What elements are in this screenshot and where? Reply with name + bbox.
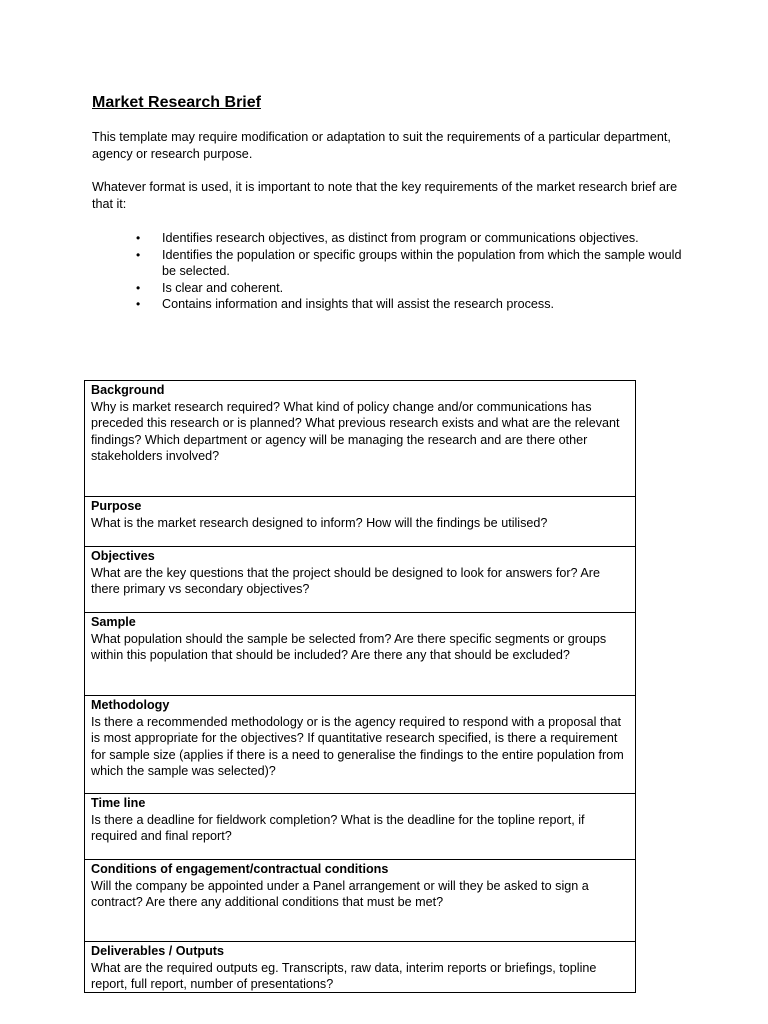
list-item-text: Identifies the population or specific groups within the population from which the sample would be selected.: [162, 247, 682, 278]
intro-paragraph-2: Whatever format is used, it is important to note that the key requirements of the market research brief are that it:: [92, 180, 678, 211]
bullet-icon: •: [136, 280, 141, 295]
section-heading: Purpose: [91, 499, 142, 513]
list-item: [92, 247, 682, 280]
section-methodology: [85, 696, 635, 794]
bullet-icon: •: [136, 231, 141, 245]
section-text: What are the required outputs eg. Transcripts, raw data, interim reports or briefings, topline report, full report, number of presentations?: [91, 960, 597, 991]
section-background: [85, 381, 635, 497]
section-time-line: [85, 794, 635, 860]
section-text: Why is market research required? What kind of policy change and/or communications has preceded this research or is planned? What previous research exists and what are the relevant findings? Which department or agency will be managing the research and are there other stakeholders involved?: [91, 399, 620, 463]
requirements-list: [92, 230, 682, 313]
section-conditions: [85, 860, 635, 942]
section-heading: Deliverables / Outputs: [91, 944, 224, 958]
section-sample: [85, 613, 635, 696]
section-purpose: [85, 497, 635, 547]
list-item-text: Identifies research objectives, as distinct from program or communications objectives.: [162, 231, 639, 245]
section-deliverables: [85, 942, 635, 992]
section-objectives: [85, 547, 635, 613]
section-text: What is the market research designed to inform? How will the findings be utilised?: [91, 515, 548, 530]
section-text: Is there a deadline for fieldwork completion? What is the deadline for the topline report, if required and final report?: [91, 812, 585, 843]
section-text: What population should the sample be selected from? Are there specific segments or groups within this population that should be included? Are there any that should be excluded?: [91, 631, 607, 662]
section-heading: Sample: [91, 615, 136, 629]
section-text: What are the key questions that the project should be designed to look for answers for? Are there primary vs secondary objectives?: [91, 565, 600, 596]
list-item: [92, 280, 682, 297]
bullet-icon: •: [136, 247, 141, 262]
section-heading: Methodology: [91, 698, 170, 712]
section-heading: Time line: [91, 796, 146, 810]
section-text: Will the company be appointed under a Panel arrangement or will they be asked to sign a contract? Are there any additional conditions that must be met?: [91, 878, 589, 909]
section-heading: Background: [91, 383, 165, 397]
section-heading: Objectives: [91, 549, 155, 563]
list-item-text: Contains information and insights that will assist the research process.: [162, 297, 554, 311]
list-item: [92, 230, 682, 247]
section-heading: Conditions of engagement/contractual conditions: [91, 862, 389, 876]
brief-table: [84, 380, 636, 993]
bullet-icon: •: [136, 297, 141, 311]
section-text: Is there a recommended methodology or is the agency required to respond with a proposal that is most appropriate for the objectives? If quantitative research specified, is there a requirement for sample size (applies if there is a need to generalise the findings to the entire population from which the sample was selected)?: [91, 714, 624, 778]
list-item-text: Is clear and coherent.: [162, 280, 284, 295]
list-item: [92, 296, 682, 313]
intro-paragraph-1: This template may require modification or adaptation to suit the requirements of a particular department, agency or research purpose.: [92, 130, 671, 161]
document-title: Market Research Brief: [92, 94, 261, 111]
